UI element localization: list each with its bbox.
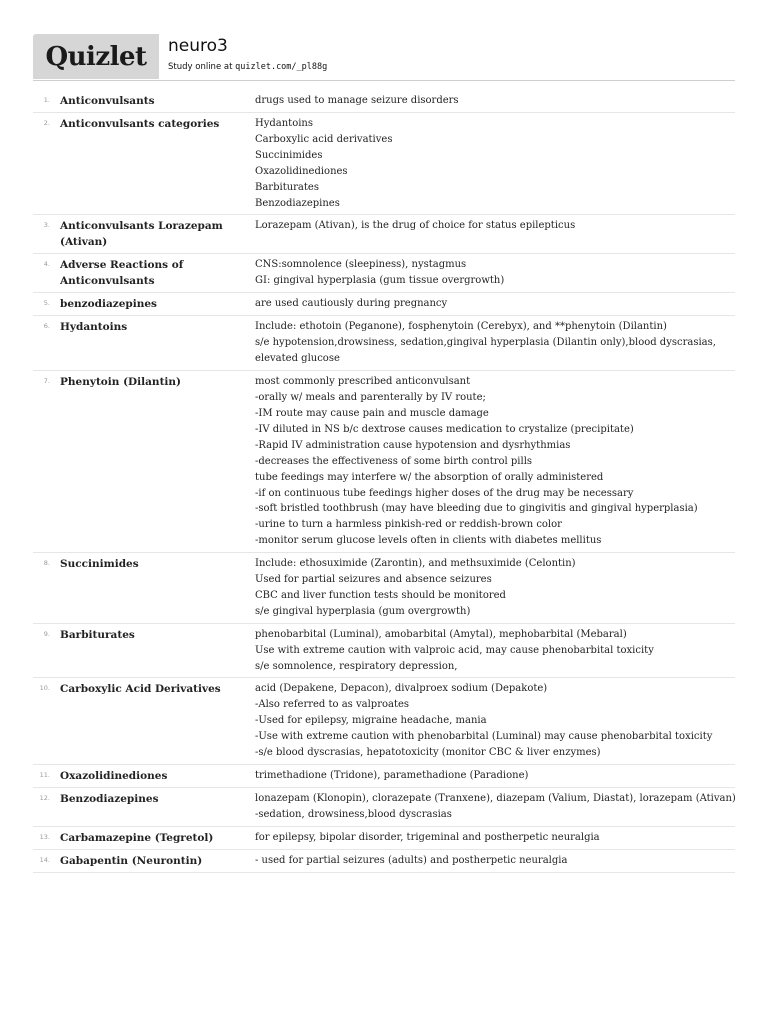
definition-line: are used cautiously during pregnancy <box>255 298 448 310</box>
row-number: 8. <box>43 559 50 568</box>
row-number: 9. <box>43 629 50 638</box>
flashcard-table <box>33 90 735 873</box>
row-number: 2. <box>43 119 50 127</box>
definition-line: s/e gingival hyperplasia (gum overgrowth) <box>255 605 471 617</box>
row-number: 3. <box>43 221 50 230</box>
definition-cell <box>255 791 736 823</box>
definition-line: lonazepam (Klonopin), clorazepate (Tranxene), diazepam (Valium, Diastat), lorazepam (Ativan) <box>255 793 736 804</box>
definition-line: phenobarbital (Luminal), amobarbital (Amytal), mephobarbital (Mebaral) <box>255 628 627 640</box>
table-row <box>33 850 735 873</box>
definition-line: Used for partial seizures and absence seizures <box>255 574 492 586</box>
definition-line: CBC and liver function tests should be monitored <box>255 589 506 601</box>
definition-line: s/e somnolence, respiratory depression, <box>255 660 458 672</box>
term-cell <box>33 556 253 620</box>
definition-line: CNS:somnolence (sleepiness), nystagmus <box>255 259 467 271</box>
term-cell <box>33 681 253 761</box>
definition-line: -sedation, drowsiness,blood dyscrasias <box>255 808 452 820</box>
row-number: 7. <box>43 377 50 386</box>
definition-cell <box>255 93 735 109</box>
definition-line: -s/e blood dyscrasias, hepatotoxicity (monitor CBC & liver enzymes) <box>255 747 601 759</box>
term-text: Carboxylic Acid Derivatives <box>60 683 221 696</box>
term-text: Adverse Reactions of Anticonvulsants <box>60 259 184 288</box>
term-text: Gabapentin (Neurontin) <box>60 854 203 867</box>
definition-cell <box>255 681 735 761</box>
table-row <box>33 624 735 679</box>
definition-line: -decreases the effectiveness of some birth control pills <box>255 455 533 467</box>
definition-line: GI: gingival hyperplasia (gum tissue overgrowth) <box>255 275 505 287</box>
definition-line: tube feedings may interfere w/ the absorption of orally administered <box>255 471 604 483</box>
row-number: 6. <box>43 322 50 331</box>
definition-line: acid (Depakene, Depacon), divalproex sodium (Depakote) <box>255 683 548 695</box>
table-row <box>33 113 735 215</box>
row-number: 5. <box>43 299 50 308</box>
definition-line: -Also referred to as valproates <box>255 699 410 711</box>
table-row <box>33 90 735 113</box>
definition-cell <box>255 853 735 869</box>
definition-cell <box>255 218 735 250</box>
term-cell <box>33 768 253 784</box>
row-number: 12. <box>39 794 50 802</box>
definition-line: -monitor serum glucose levels often in clients with diabetes mellitus <box>255 535 602 547</box>
row-number: 13. <box>39 832 50 841</box>
term-text: Anticonvulsants categories <box>60 118 220 130</box>
definition-line: Lorazepam (Ativan), is the drug of choice for status epilepticus <box>255 220 576 232</box>
table-row <box>33 788 735 827</box>
term-cell <box>33 791 253 823</box>
definition-cell <box>255 556 735 620</box>
term-text: Oxazolidinediones <box>60 770 168 782</box>
definition-cell <box>255 319 735 367</box>
definition-line: Succinimides <box>255 149 323 161</box>
definition-cell <box>255 116 735 211</box>
subtitle-prefix: Study online at <box>168 62 236 72</box>
term-cell <box>33 296 253 312</box>
definition-line: -Rapid IV administration cause hypotension and dysrhythmias <box>255 439 571 451</box>
row-number: 11. <box>39 771 50 779</box>
definition-cell <box>255 768 735 784</box>
definition-line: -urine to turn a harmless pinkish-red or reddish-brown color <box>255 519 562 531</box>
definition-line: Hydantoins <box>255 118 313 129</box>
term-cell <box>33 627 253 675</box>
definition-line: Barbiturates <box>255 181 319 193</box>
definition-line: drugs used to manage seizure disorders <box>255 95 459 106</box>
definition-line: for epilepsy, bipolar disorder, trigeminal and postherpetic neuralgia <box>255 831 600 843</box>
quizlet-logo[interactable] <box>33 34 159 79</box>
term-cell <box>33 93 253 109</box>
definition-line: most commonly prescribed anticonvulsant <box>255 376 471 388</box>
definition-line: -orally w/ meals and parenterally by IV route; <box>255 392 486 404</box>
definition-line: - used for partial seizures (adults) and postherpetic neuralgia <box>255 854 568 866</box>
term-text: Phenytoin (Dilantin) <box>60 376 182 389</box>
term-text: Benzodiazepines <box>60 793 159 805</box>
definition-line: elevated glucose <box>255 353 340 365</box>
term-cell <box>33 257 253 289</box>
subtitle-url[interactable]: quizlet.com/_pl88g <box>235 62 328 72</box>
definition-line: Carboxylic acid derivatives <box>255 133 393 145</box>
definition-line: s/e hypotension,drowsiness, sedation,gingival hyperplasia (Dilantin only),blood dyscrasias, <box>255 337 716 349</box>
table-row <box>33 316 735 371</box>
definition-cell <box>255 627 735 675</box>
table-row <box>33 678 735 765</box>
table-row <box>33 215 735 254</box>
term-cell <box>33 218 253 250</box>
page-title: neuro3 <box>168 36 228 56</box>
table-row <box>33 293 735 316</box>
term-cell <box>33 116 253 211</box>
table-row <box>33 254 735 293</box>
definition-line: -Used for epilepsy, migraine headache, mania <box>255 715 487 727</box>
definition-cell <box>255 296 735 312</box>
term-text: Hydantoins <box>60 321 128 334</box>
page-header <box>33 34 735 81</box>
definition-line: Include: ethosuximide (Zarontin), and methsuximide (Celontin) <box>255 558 576 570</box>
page-subtitle <box>168 62 327 72</box>
definition-line: Include: ethotoin (Peganone), fosphenytoin (Cerebyx), and **phenytoin (Dilantin) <box>255 321 667 333</box>
definition-line: -IV diluted in NS b/c dextrose causes medication to crystalize (precipitate) <box>255 423 634 435</box>
definition-line: Use with extreme caution with valproic acid, may cause phenobarbital toxicity <box>255 644 654 656</box>
term-text: benzodiazepines <box>60 298 157 311</box>
definition-line: -IM route may cause pain and muscle damage <box>255 407 489 419</box>
term-cell <box>33 830 253 846</box>
table-row <box>33 553 735 624</box>
table-row <box>33 827 735 850</box>
definition-line: -Use with extreme caution with phenobarbital (Luminal) may cause phenobarbital toxicity <box>255 731 713 743</box>
definition-cell <box>255 374 735 549</box>
term-cell <box>33 374 253 549</box>
term-text: Anticonvulsants Lorazepam (Ativan) <box>60 220 223 249</box>
definition-cell <box>255 257 735 289</box>
term-text: Carbamazepine (Tegretol) <box>60 831 214 844</box>
definition-cell <box>255 830 735 846</box>
definition-line: Benzodiazepines <box>255 197 340 209</box>
row-number: 4. <box>43 260 50 269</box>
definition-line: -soft bristled toothbrush (may have bleeding due to gingivitis and gingival hyperplasia) <box>255 503 698 515</box>
term-text: Succinimides <box>60 558 139 571</box>
definition-line: Oxazolidinediones <box>255 165 348 177</box>
term-text: Barbiturates <box>60 628 135 641</box>
term-cell <box>33 853 253 869</box>
term-text: Anticonvulsants <box>60 95 155 107</box>
row-number: 14. <box>39 855 50 864</box>
term-cell <box>33 319 253 367</box>
table-row <box>33 371 735 553</box>
logo-text: Quizlet <box>45 41 147 72</box>
row-number: 1. <box>43 96 50 104</box>
definition-line: trimethadione (Tridone), paramethadione (Paradione) <box>255 770 529 781</box>
definition-line: -if on continuous tube feedings higher doses of the drug may be necessary <box>255 487 634 499</box>
row-number: 10. <box>39 684 50 693</box>
table-row <box>33 765 735 788</box>
